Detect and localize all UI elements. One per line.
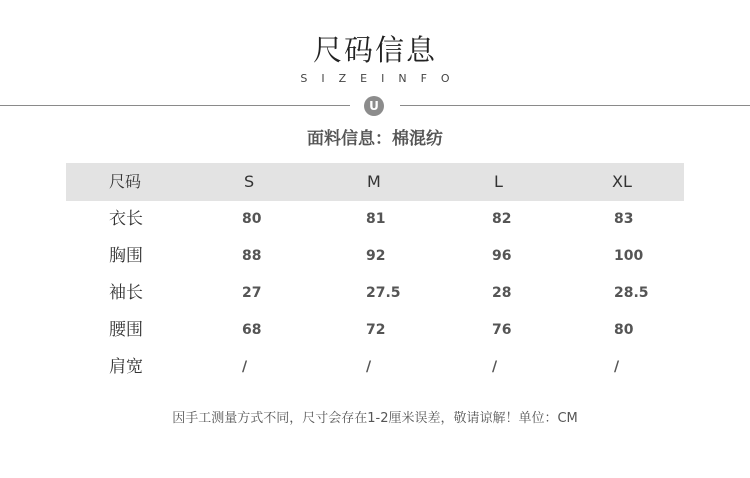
table-cell: 28.5 [614,285,649,301]
column-header-xl: XL [612,172,632,191]
table-row [66,201,684,238]
table-cell: 92 [366,248,386,264]
row-label: 袖长 [109,283,143,303]
u-badge-icon: U [364,96,384,116]
table-row [66,349,684,386]
row-label: 肩宽 [109,357,143,377]
row-label: 衣长 [109,209,143,229]
table-row [66,312,684,349]
row-label: 胸围 [109,246,143,266]
table-header-row [66,163,684,201]
page-subtitle: SIZEINFO [300,72,464,85]
column-header-m: M [367,172,381,191]
page-title: 尺码信息 [312,33,437,67]
measurement-note: 因手工测量方式不同，尺寸会存在1-2厘米误差，敬请谅解！单位：CM [172,411,578,426]
column-header-size: 尺码 [109,172,142,191]
divider-left [0,105,350,106]
table-cell: 82 [492,211,512,227]
table-cell: / [492,359,498,375]
table-cell: 68 [242,322,262,338]
column-header-l: L [494,172,503,191]
table-cell: / [614,359,620,375]
table-cell: 72 [366,322,386,338]
table-cell: / [242,359,248,375]
table-cell: 27.5 [366,285,401,301]
table-cell: 80 [614,322,634,338]
table-cell: 83 [614,211,634,227]
column-header-s: S [244,172,255,191]
table-cell: 28 [492,285,512,301]
size-table [66,163,684,386]
table-cell: 27 [242,285,262,301]
table-cell: / [366,359,372,375]
fabric-info: 面料信息：棉混纺 [307,129,443,149]
table-cell: 96 [492,248,512,264]
table-row [66,238,684,275]
table-cell: 81 [366,211,386,227]
table-cell: 80 [242,211,262,227]
table-cell: 100 [614,248,644,264]
row-label: 腰围 [109,320,143,340]
table-row [66,275,684,312]
table-cell: 76 [492,322,512,338]
divider-right [400,105,750,106]
table-cell: 88 [242,248,262,264]
